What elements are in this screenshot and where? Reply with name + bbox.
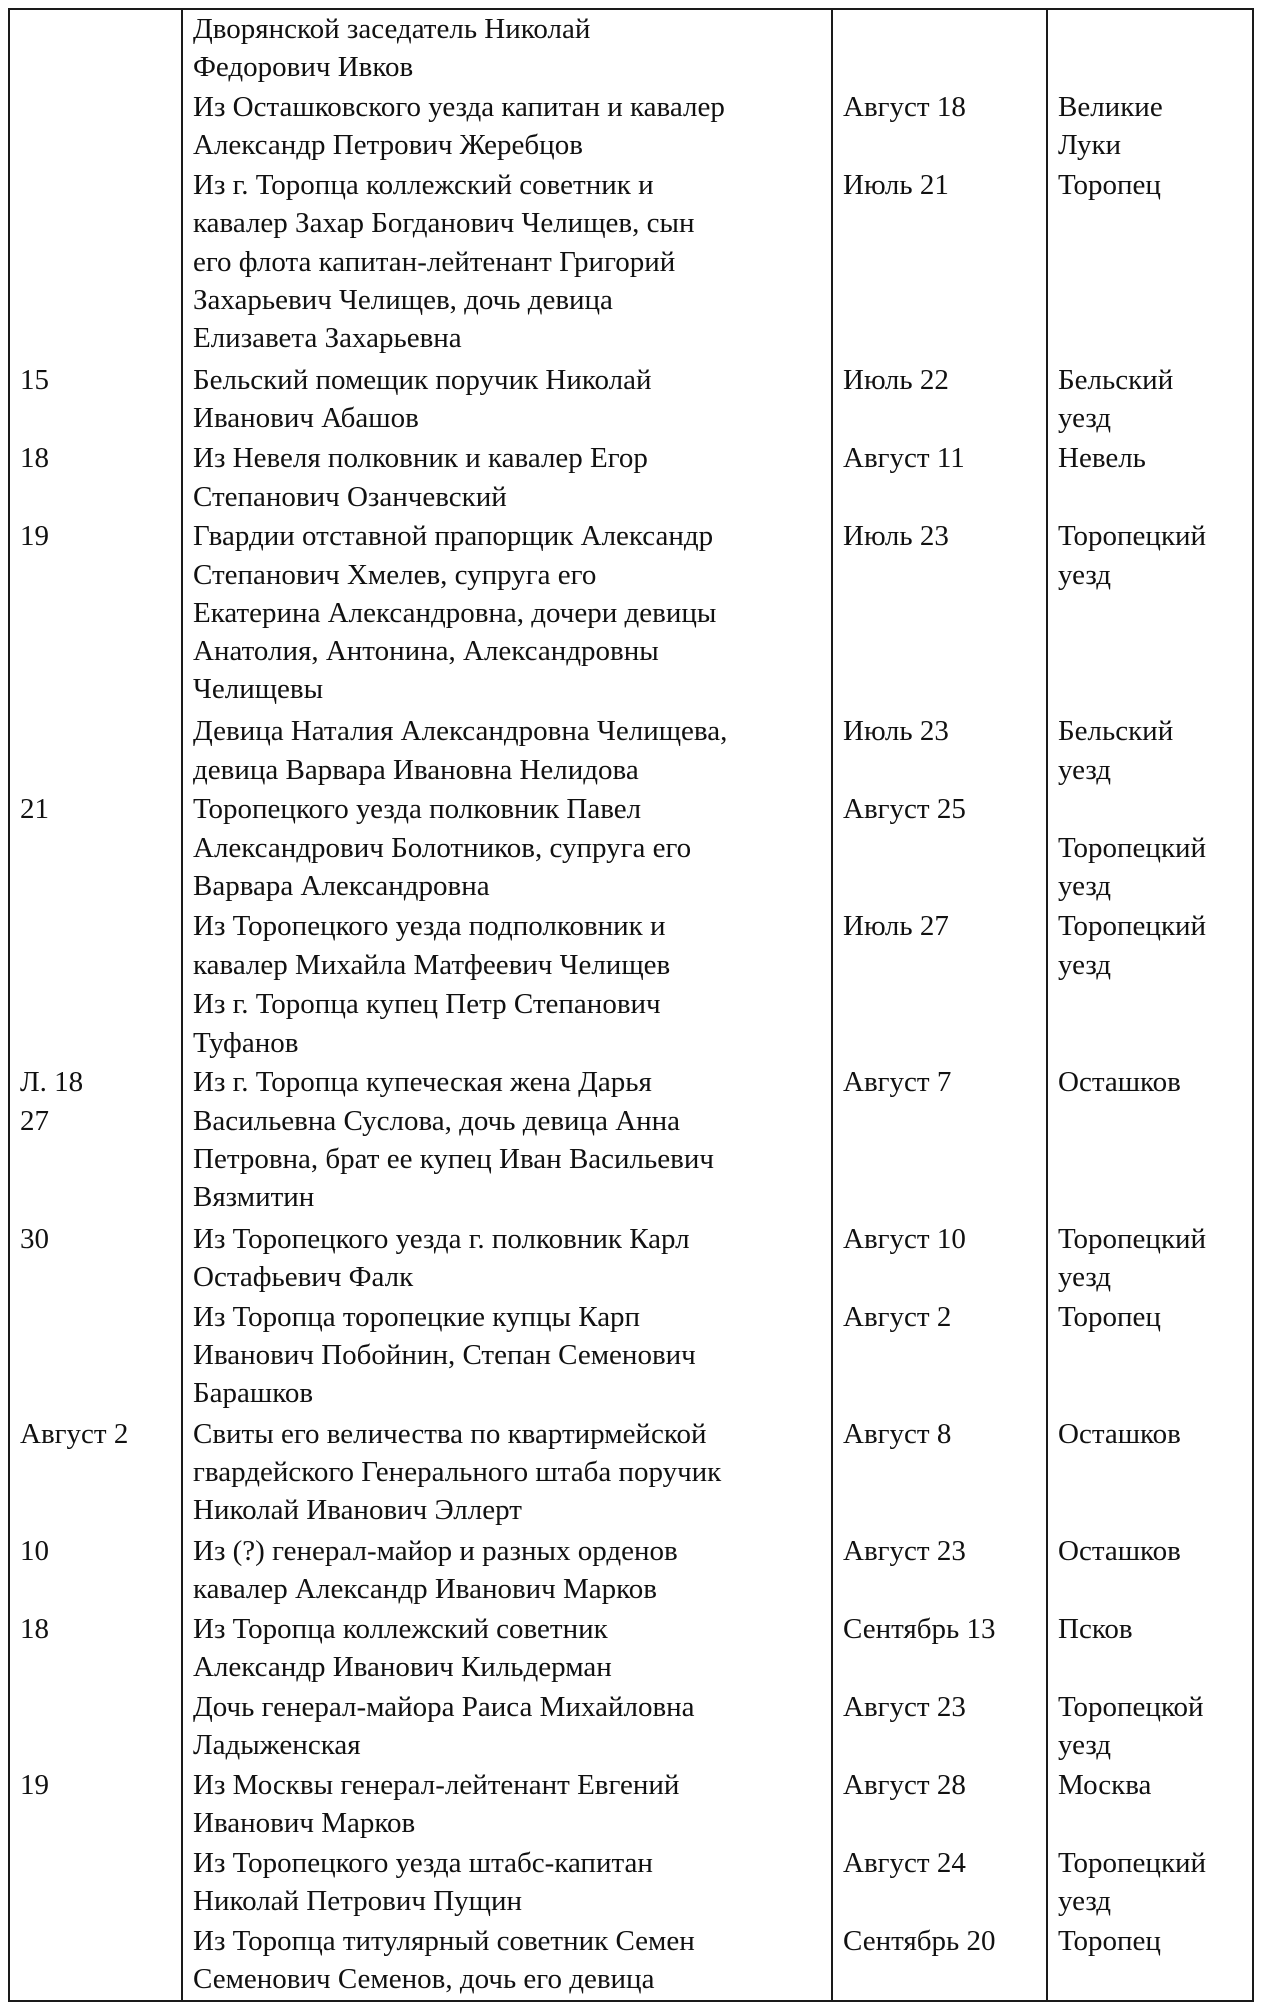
row-place-text: Торопец [1058, 1924, 1161, 1957]
row-day-cell [9, 1688, 182, 1766]
row-date-text: Август 25 [843, 793, 966, 826]
row-day-text: Л. 18 27 [20, 1066, 84, 1137]
row-date-cell [832, 517, 1047, 712]
row-place-cell [1047, 1063, 1253, 1219]
row-name-cell [182, 985, 832, 1063]
row-place-text: Торопецкий уезд [1058, 910, 1207, 981]
row-name-cell [182, 1610, 832, 1688]
row-day-cell [9, 1532, 182, 1610]
row-name-text: Дворянской заседатель Николай Федорович Ивков [193, 13, 591, 84]
row-place-text: Осташков [1058, 1534, 1181, 1567]
row-name-cell [182, 1220, 832, 1298]
row-name-cell [182, 907, 832, 985]
row-name-text: Из (?) генерал-майор и разных орденов кавалер Александр Иванович Марков [193, 1534, 678, 1605]
row-name-cell [182, 1688, 832, 1766]
table-row [9, 361, 1253, 439]
row-date-text: Сентябрь 20 [843, 1924, 996, 1957]
row-day-cell [9, 790, 182, 907]
row-date-text: Август 24 [843, 1846, 966, 1879]
row-date-cell [832, 1220, 1047, 1298]
row-date-cell [832, 790, 1047, 907]
row-day-cell [9, 439, 182, 517]
row-date-text: Июль 21 [843, 169, 949, 202]
row-date-text: Август 23 [843, 1534, 966, 1567]
row-place-cell [1047, 9, 1253, 88]
row-name-text: Из Торопца титулярный советник Семен Семенович Семенов, дочь его девица [193, 1924, 695, 1996]
table-row [9, 439, 1253, 517]
row-name-text: Девица Наталия Александровна Челищева, девица Варвара Ивановна Нелидова [193, 715, 728, 786]
table-row [9, 1610, 1253, 1688]
row-name-cell [182, 439, 832, 517]
row-date-text: Август 2 [843, 1300, 952, 1333]
row-day-cell [9, 907, 182, 985]
row-place-text: Торопец [1058, 169, 1161, 202]
row-day-text: 30 [20, 1222, 49, 1255]
row-day-cell [9, 1922, 182, 2001]
row-date-text: Август 8 [843, 1417, 952, 1450]
row-date-text: Июль 22 [843, 364, 949, 397]
row-date-cell [832, 1610, 1047, 1688]
row-day-text: 15 [20, 364, 49, 397]
row-name-cell [182, 1922, 832, 2001]
row-name-text: Гвардии отставной прапорщик Александр Степанович Хмелев, супруга его Екатерина Александровна, дочери девицы Анатолия, Антонина, Александровны Челищевы [193, 520, 717, 706]
row-name-text: Из г. Торопца купеческая жена Дарья Васильевна Суслова, дочь девица Анна Петровна, брат ее купец Иван Васильевич Вязмитин [193, 1066, 714, 1214]
table-row [9, 1766, 1253, 1844]
row-date-cell [832, 361, 1047, 439]
row-date-cell [832, 166, 1047, 361]
table-row [9, 166, 1253, 361]
table-row [9, 1688, 1253, 1766]
row-date-text: Август 23 [843, 1690, 966, 1723]
row-place-text: Москва [1058, 1768, 1152, 1801]
row-day-cell [9, 88, 182, 166]
row-date-text: Август 7 [843, 1066, 952, 1099]
row-place-cell [1047, 1766, 1253, 1844]
table-row [9, 1220, 1253, 1298]
row-day-cell [9, 517, 182, 712]
table-row [9, 1532, 1253, 1610]
row-day-text: 19 [20, 1768, 49, 1801]
row-name-text: Свиты его величества по квартирмейской гвардейского Генерального штаба поручик Николай Иванович Эллерт [193, 1417, 722, 1527]
row-place-cell [1047, 1844, 1253, 1922]
row-day-text: Август 2 [20, 1417, 129, 1450]
row-place-text: Невель [1058, 442, 1146, 475]
table-row [9, 712, 1253, 790]
row-place-text: Осташков [1058, 1066, 1181, 1099]
table-row [9, 88, 1253, 166]
row-day-cell [9, 985, 182, 1063]
row-day-cell [9, 166, 182, 361]
row-date-cell [832, 1766, 1047, 1844]
row-day-text: 18 [20, 442, 49, 475]
table-row [9, 790, 1253, 907]
row-place-text: Торопецкий уезд [1058, 1222, 1207, 1293]
row-place-cell [1047, 1298, 1253, 1415]
row-date-cell [832, 1844, 1047, 1922]
row-name-text: Из Торопецкого уезда подполковник и кавалер Михайла Матфеевич Челищев [193, 910, 671, 981]
row-place-text: Торопецкий уезд [1058, 520, 1207, 591]
table-row [9, 907, 1253, 985]
row-day-text: 19 [20, 520, 49, 553]
row-date-cell [832, 712, 1047, 790]
row-name-text: Из г. Торопца коллежский советник и кавалер Захар Богданович Челищев, сын его флота капитан-лейтенант Григорий Захарьевич Челищев, дочь девица Елизавета Захарьевна [193, 169, 695, 355]
register-body [9, 9, 1253, 2001]
row-place-cell [1047, 361, 1253, 439]
row-name-text: Из Торопца торопецкие купцы Карп Иванович Побойнин, Степан Семенович Барашков [193, 1300, 696, 1410]
row-day-cell [9, 1063, 182, 1219]
row-place-cell [1047, 1220, 1253, 1298]
row-date-cell [832, 88, 1047, 166]
row-date-cell [832, 1532, 1047, 1610]
row-name-cell [182, 166, 832, 361]
row-name-cell [182, 361, 832, 439]
row-place-cell [1047, 1610, 1253, 1688]
row-name-cell [182, 517, 832, 712]
row-place-cell [1047, 517, 1253, 712]
row-place-cell [1047, 985, 1253, 1063]
row-day-cell [9, 9, 182, 88]
row-name-text: Из г. Торопца купец Петр Степанович Туфанов [193, 988, 661, 1059]
row-place-text: Торопецкой уезд [1058, 1690, 1204, 1762]
row-place-cell [1047, 1532, 1253, 1610]
row-name-cell [182, 1766, 832, 1844]
row-place-text: Великие Луки [1058, 91, 1163, 162]
row-name-cell [182, 88, 832, 166]
row-date-text: Июль 23 [843, 715, 949, 748]
row-place-text: Торопец [1058, 1300, 1161, 1333]
row-date-cell [832, 907, 1047, 985]
row-date-text: Август 11 [843, 442, 965, 475]
row-name-cell [182, 1532, 832, 1610]
row-name-cell [182, 1844, 832, 1922]
row-date-text: Август 28 [843, 1768, 966, 1801]
row-day-text: 10 [20, 1534, 49, 1567]
row-date-text: Август 18 [843, 91, 966, 124]
row-day-cell [9, 712, 182, 790]
row-day-cell [9, 1220, 182, 1298]
row-date-cell [832, 985, 1047, 1063]
row-place-cell [1047, 1415, 1253, 1532]
row-place-text: Бельский уезд [1058, 364, 1174, 435]
row-name-cell [182, 1063, 832, 1219]
row-place-text: Бельский уезд [1058, 715, 1174, 786]
row-name-text: Из Невеля полковник и кавалер Егор Степанович Озанчевский [193, 442, 648, 513]
row-place-text: Торопецкий уезд [1058, 1846, 1207, 1918]
row-place-text: Псков [1058, 1612, 1133, 1645]
row-name-cell [182, 1415, 832, 1532]
table-row [9, 985, 1253, 1063]
row-date-cell [832, 9, 1047, 88]
row-place-cell [1047, 439, 1253, 517]
row-name-text: Бельский помещик поручик Николай Иванович Абашов [193, 364, 652, 435]
row-name-text: Из Торопца коллежский советник Александр Иванович Кильдерман [193, 1612, 612, 1683]
table-row [9, 1844, 1253, 1922]
row-date-text: Сентябрь 13 [843, 1612, 996, 1645]
row-date-cell [832, 439, 1047, 517]
row-place-cell [1047, 790, 1253, 907]
row-place-cell [1047, 1688, 1253, 1766]
row-name-cell [182, 9, 832, 88]
row-day-cell [9, 1610, 182, 1688]
row-date-text: Июль 27 [843, 910, 949, 943]
row-name-text: Дочь генерал-майора Раиса Михайловна Ладыженская [193, 1690, 695, 1762]
register-table [8, 8, 1254, 2002]
row-place-text: Торопецкий уезд [1058, 831, 1207, 902]
row-day-text: 18 [20, 1612, 49, 1645]
row-name-text: Из Москвы генерал-лейтенант Евгений Иванович Марков [193, 1768, 680, 1840]
row-date-cell [832, 1922, 1047, 2001]
table-row [9, 1922, 1253, 2001]
row-name-text: Из Торопецкого уезда штабс-капитан Николай Петрович Пущин [193, 1846, 653, 1918]
table-row [9, 517, 1253, 712]
row-place-text: Осташков [1058, 1417, 1181, 1450]
row-date-cell [832, 1415, 1047, 1532]
row-place-cell [1047, 88, 1253, 166]
table-row [9, 1298, 1253, 1415]
row-day-cell [9, 1766, 182, 1844]
row-name-cell [182, 790, 832, 907]
row-name-text: Торопецкого уезда полковник Павел Александрович Болотников, супруга его Варвара Александровна [193, 793, 692, 902]
table-row [9, 1063, 1253, 1219]
row-name-text: Из Осташковского уезда капитан и кавалер Александр Петрович Жеребцов [193, 91, 725, 162]
row-day-cell [9, 1415, 182, 1532]
table-row [9, 9, 1253, 88]
row-name-text: Из Торопецкого уезда г. полковник Карл Остафьевич Фалк [193, 1222, 690, 1293]
row-day-cell [9, 361, 182, 439]
row-day-cell [9, 1298, 182, 1415]
row-date-cell [832, 1688, 1047, 1766]
row-place-cell [1047, 907, 1253, 985]
row-name-cell [182, 712, 832, 790]
row-date-text: Июль 23 [843, 520, 949, 553]
row-day-text: 21 [20, 793, 49, 826]
row-name-cell [182, 1298, 832, 1415]
row-place-cell [1047, 1922, 1253, 2001]
row-date-cell [832, 1298, 1047, 1415]
row-day-cell [9, 1844, 182, 1922]
row-place-cell [1047, 166, 1253, 361]
row-place-cell [1047, 712, 1253, 790]
row-date-text: Август 10 [843, 1222, 966, 1255]
table-row [9, 1415, 1253, 1532]
row-date-cell [832, 1063, 1047, 1219]
